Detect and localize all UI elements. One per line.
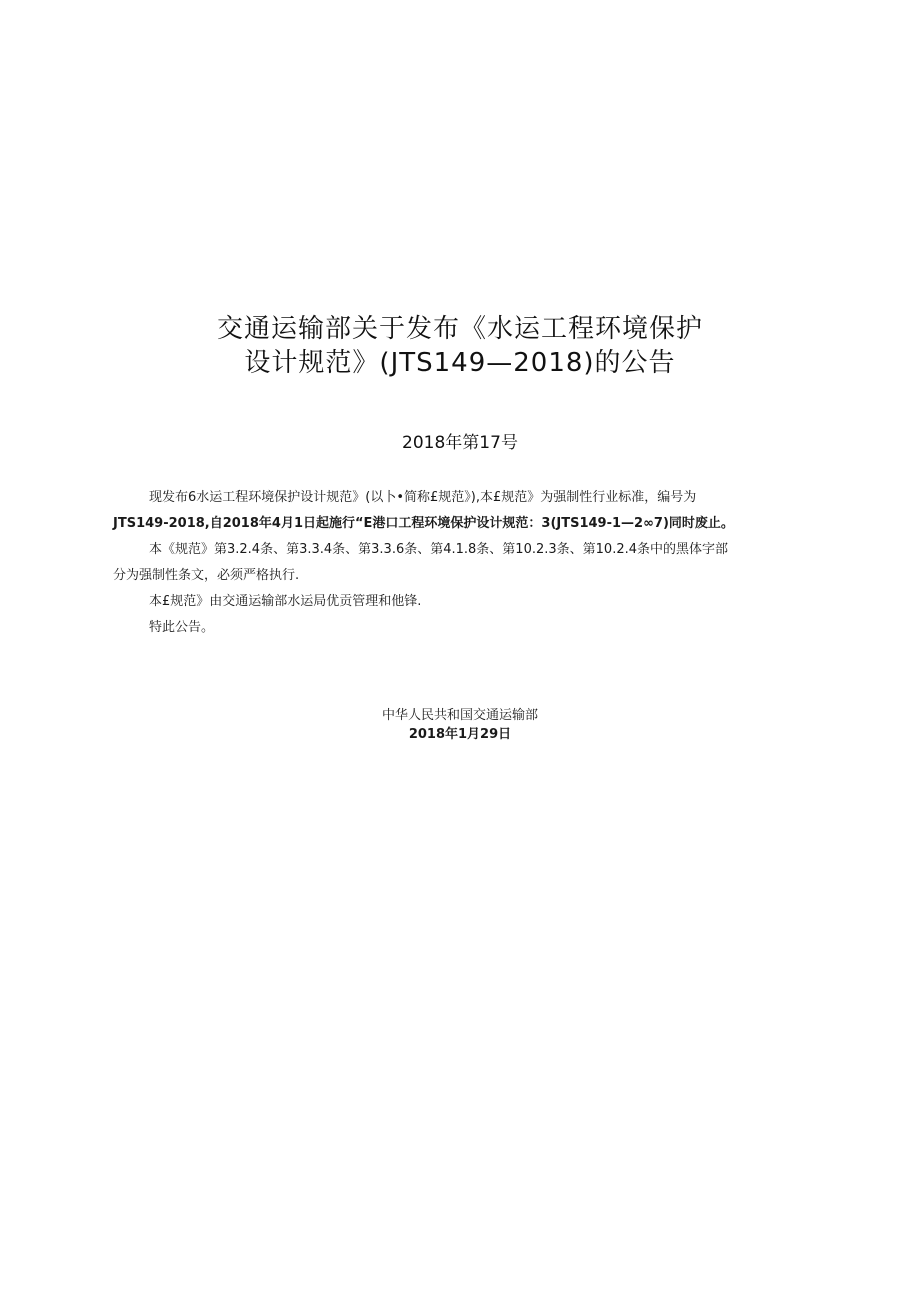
announcement-title-line-1: 交通运输部关于发布《水运工程环境保护 — [216, 314, 703, 344]
issue-number: 2018年第17号 — [402, 433, 518, 453]
paragraph-2-line-1: 本《规范》第3.2.4条、第3.3.4条、第3.3.6条、第4.1.8条、第10.2.3条、第10.2.4条中的黑体字部 — [149, 542, 729, 557]
paragraph-4: 特此公告。 — [149, 620, 215, 635]
announcement-body — [113, 485, 813, 641]
signature-organization: 中华人民共和国交通运输部 — [381, 708, 538, 723]
paragraph-1-line-1: 现发布6水运工程环境保护设计规范》(以卜•简称£规范》),本£规范》为强制性行业标准，编号为 — [149, 490, 697, 505]
announcement-title-line-2: 设计规范》(JTS149—2018)的公告 — [244, 348, 676, 378]
paragraph-3: 本£规范》由交通运输部水运局优贡管理和他锋. — [149, 594, 422, 609]
paragraph-2-line-2: 分为强制性条文，必须严格执行. — [113, 568, 300, 583]
signature-date: 2018年1月29日 — [408, 727, 512, 742]
paragraph-1-line-2: JTS149-2018,自2018年4月1日起施行“E港口工程环境保护设计规范：3(JTS149-1—2∞7)同时废止。 — [113, 516, 734, 531]
